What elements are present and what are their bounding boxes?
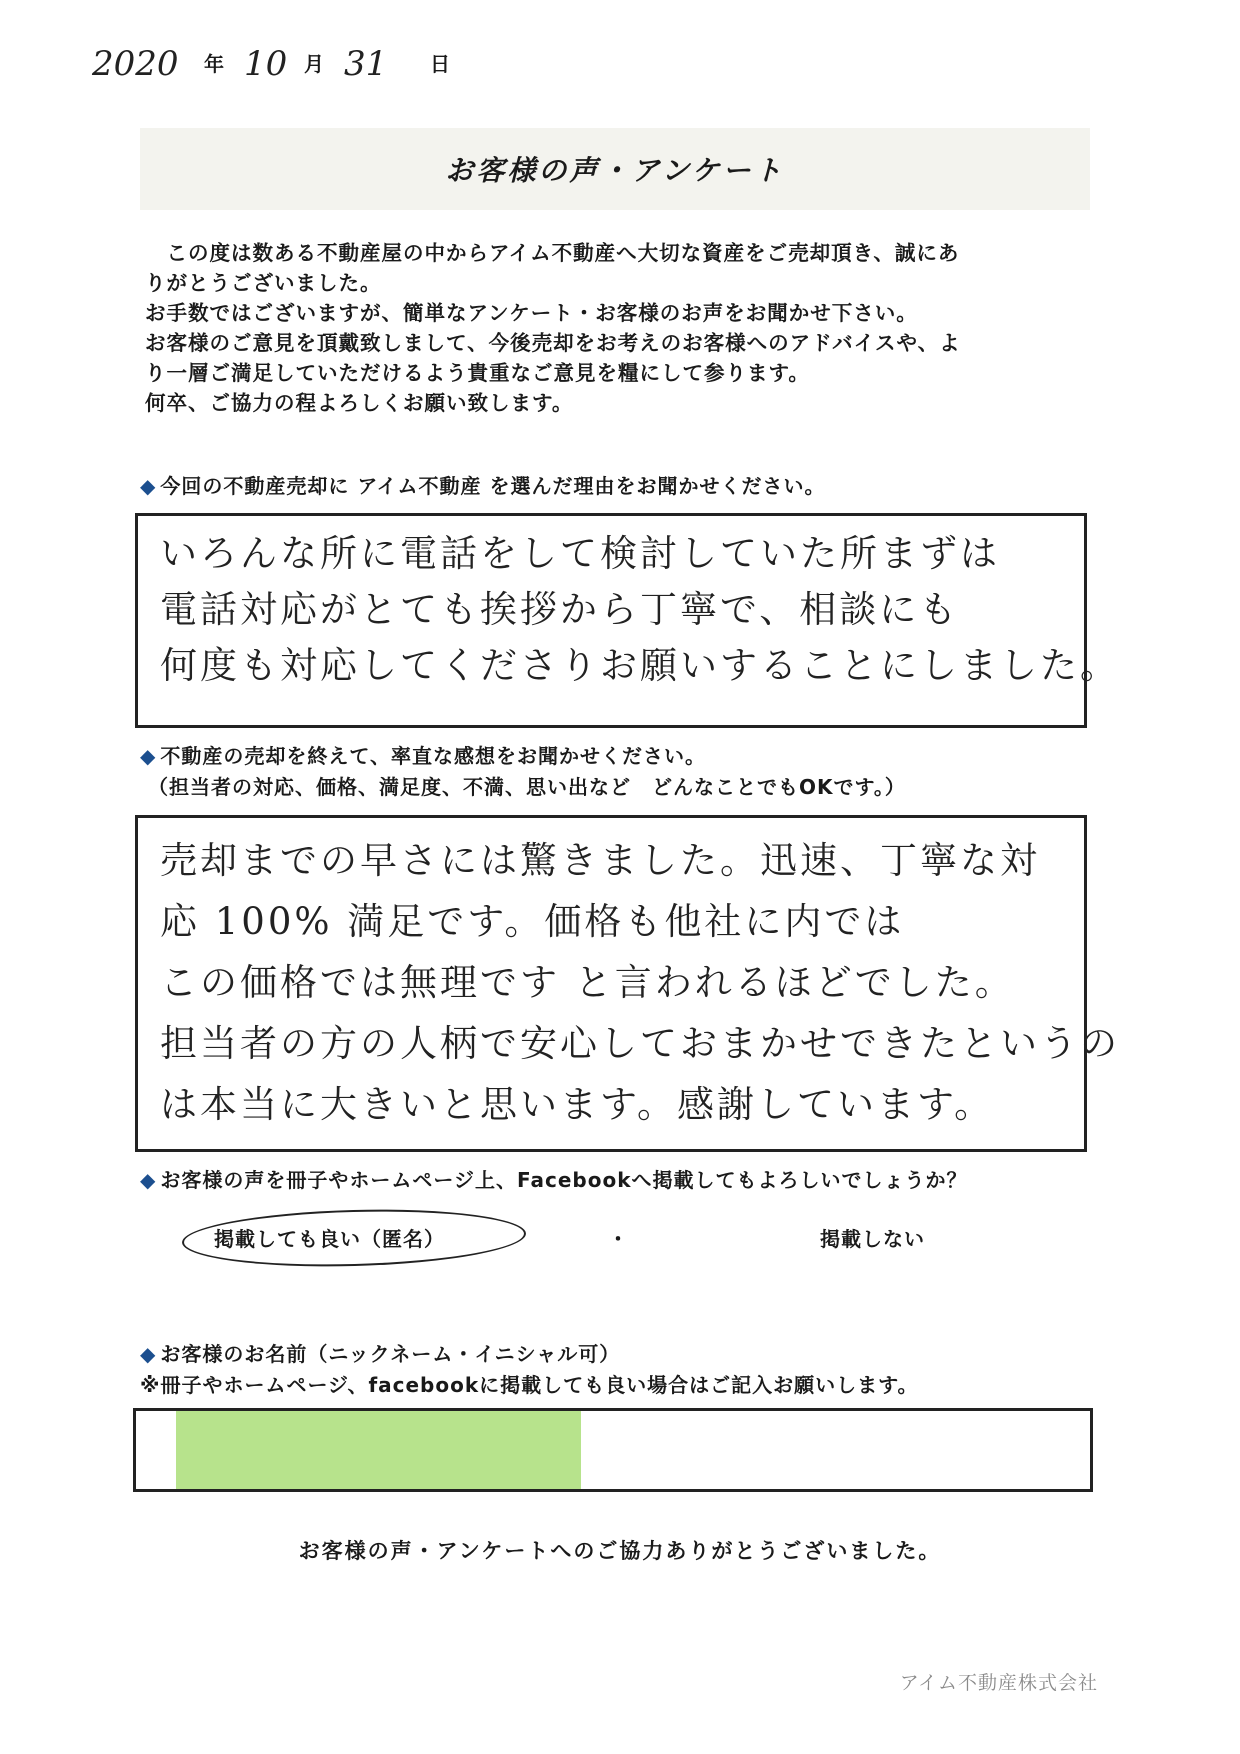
question-2-heading [140,740,906,800]
diamond-bullet-icon: ◆ [140,1168,157,1192]
intro-line: りがとうございました。 [145,271,382,295]
question-4-heading [140,1338,919,1398]
handwritten-answer-line: 担当者の方の人柄で安心しておまかせできたというの [160,1022,1120,1065]
thanks-message: お客様の声・アンケートへのご協力ありがとうございました。 [298,1539,942,1563]
option-do-not-publish[interactable]: 掲載しない [820,1227,925,1251]
option-publish-anonymous[interactable]: 掲載しても良い（匿名） [214,1227,445,1251]
date-year-unit: 年 [204,52,224,76]
intro-line: お客様のご意見を頂戴致しまして、今後売却をお考えのお客様へのアドバイスや、よ [145,331,961,355]
date-day-unit: 日 [430,52,450,76]
date-month-unit: 月 [304,52,324,76]
page-title: お客様の声・アンケート [445,154,785,187]
redaction-block [176,1411,581,1489]
handwritten-answer-line: 何度も対応してくださりお願いすることにしました。 [160,644,1120,687]
diamond-bullet-icon: ◆ [140,1342,157,1366]
handwritten-answer-line: この価格では無理です と言われるほどでした。 [160,961,1015,1004]
name-field[interactable] [133,1408,1093,1492]
handwritten-answer-line: 売却までの早さには驚きました。迅速、丁寧な対 [160,839,1040,882]
question-2-text: 不動産の売却を終えて、率直な感想をお聞かせください。 [160,744,706,768]
company-name: アイム不動産株式会社 [899,1672,1098,1694]
intro-line: この度は数ある不動産屋の中からアイム不動産へ大切な資産をご売却頂き、誠にあ [145,241,960,265]
intro-line: お手数ではございますが、簡単なアンケート・お客様のお声をお聞かせ下さい。 [145,301,918,325]
question-2-answer-box [135,815,1120,1152]
intro-line: 何卒、ご協力の程よろしくお願い致します。 [145,391,574,415]
question-3-text: お客様の声を冊子やホームページ上、Facebookへ掲載してもよろしいでしょうか？ [160,1168,968,1192]
date-month: 10 [244,44,288,84]
handwritten-answer-line: いろんな所に電話をして検討していた所まずは [160,532,1000,575]
intro-line: り一層ご満足していただけるよう貴重なご意見を糧にして参ります。 [145,361,810,385]
option-separator: ・ [608,1227,629,1251]
diamond-bullet-icon: ◆ [140,474,157,498]
title-band [140,128,1090,210]
question-3-heading [140,1164,968,1193]
question-2-subtext: （担当者の対応、価格、満足度、不満、思い出など どんなことでもOKです。） [148,775,906,799]
question-4-text: お客様のお名前（ニックネーム・イニシャル可） [160,1342,621,1366]
question-1-heading [140,470,826,499]
date-day: 31 [344,44,388,84]
question-1-answer-box [135,513,1120,728]
publish-options [160,1208,1080,1264]
handwritten-answer-line: は本当に大きいと思います。感謝しています。 [160,1083,995,1126]
question-1-text: 今回の不動産売却に アイム不動産 を選んだ理由をお聞かせください。 [160,474,826,498]
date-year: 2020 [92,44,179,84]
handwritten-answer-line: 応 100% 満足です。価格も他社に内では [160,900,905,943]
intro-text [145,238,1085,418]
handwritten-answer-line: 電話対応がとても挨拶から丁寧で、相談にも [160,588,960,631]
diamond-bullet-icon: ◆ [140,744,157,768]
question-4-note: ※冊子やホームページ、facebookに掲載しても良い場合はご記入お願いします。 [140,1373,919,1397]
